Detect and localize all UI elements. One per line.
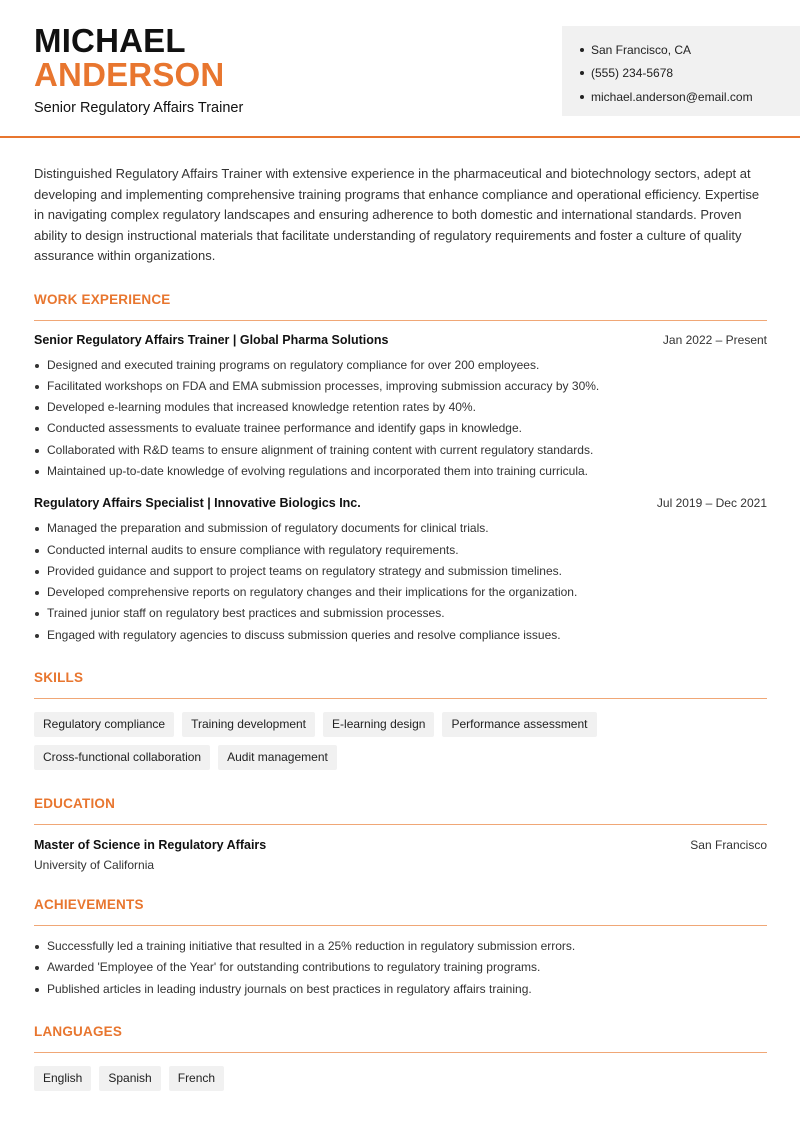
list-item: Developed comprehensive reports on regulatory changes and their implications for the organization. (34, 582, 767, 603)
resume-header (0, 0, 800, 138)
bullet-icon (580, 48, 584, 52)
contact-box (562, 26, 800, 116)
first-name: MICHAEL (34, 22, 186, 59)
language-tag: Spanish (99, 1066, 160, 1091)
job-entry (34, 333, 767, 483)
list-item: Provided guidance and support to project teams on regulatory strategy and submission timelines. (34, 561, 767, 582)
language-tag: French (169, 1066, 224, 1091)
section-title-education: EDUCATION (34, 796, 116, 812)
list-item: Facilitated workshops on FDA and EMA submission processes, improving submission accuracy by 30%. (34, 376, 767, 397)
achievement-list (34, 936, 767, 1000)
section-divider (34, 824, 767, 825)
skill-tag: Audit management (218, 745, 337, 770)
skills-tags (34, 712, 767, 770)
list-item: Engaged with regulatory agencies to discuss submission queries and resolve compliance issues. (34, 625, 767, 646)
school-name: University of California (34, 858, 155, 873)
section-title-achievements: ACHIEVEMENTS (34, 897, 144, 913)
location-text: San Francisco, CA (591, 42, 692, 57)
skill-tag: Training development (182, 712, 315, 737)
skill-tag: Performance assessment (442, 712, 596, 737)
achievements-section (34, 895, 767, 1000)
job-entry (34, 496, 767, 646)
language-tags (34, 1066, 767, 1091)
skill-tag: E-learning design (323, 712, 434, 737)
job-role: Senior Regulatory Affairs Trainer | Global Pharma Solutions (34, 332, 389, 347)
skill-tag: Regulatory compliance (34, 712, 174, 737)
section-title-work: WORK EXPERIENCE (34, 291, 171, 307)
list-item: Awarded 'Employee of the Year' for outstanding contributions to regulatory training programs. (34, 957, 767, 978)
skill-tag: Cross-functional collaboration (34, 745, 210, 770)
work-section (34, 290, 767, 647)
education-header (34, 838, 767, 852)
contact-phone (580, 62, 800, 86)
list-item: Conducted internal audits to ensure compliance with regulatory requirements. (34, 540, 767, 561)
list-item: Trained junior staff on regulatory best practices and submission processes. (34, 603, 767, 624)
list-item: Conducted assessments to evaluate trainee performance and identify gaps in knowledge. (34, 418, 767, 439)
section-title-skills: SKILLS (34, 670, 84, 686)
languages-section (34, 1022, 767, 1091)
bullet-icon (580, 71, 584, 75)
contact-email[interactable] (580, 85, 800, 109)
job-bullets (34, 518, 767, 646)
list-item: Developed e-learning modules that increased knowledge retention rates by 40%. (34, 397, 767, 418)
job-header (34, 333, 767, 347)
phone-text: (555) 234-5678 (591, 66, 674, 81)
education-entry (34, 838, 767, 872)
degree: Master of Science in Regulatory Affairs (34, 838, 267, 853)
job-date: Jan 2022 – Present (662, 332, 767, 347)
summary: Distinguished Regulatory Affairs Trainer with extensive experience in the pharmaceutical and biotechnology sectors, adept at developing and implementing comprehensive training programs that enhance compliance and operational efficiency. Expertise in navigating complex regulatory landscapes and ensuring adherence to both domestic and international standards. Proven ability to design instructional materials that facilitate understanding of regulatory requirements and foster a culture of quality assurance within organizations. (34, 166, 760, 263)
candidate-name (34, 24, 224, 92)
list-item: Maintained up-to-date knowledge of evolving regulations and incorporated them into training curricula. (34, 461, 767, 482)
list-item: Managed the preparation and submission of regulatory documents for clinical trials. (34, 518, 767, 539)
email-link[interactable]: michael.anderson@email.com (591, 89, 753, 104)
job-header (34, 496, 767, 510)
job-bullets (34, 355, 767, 483)
section-divider (34, 1052, 767, 1053)
section-divider (34, 698, 767, 699)
last-name: ANDERSON (34, 56, 225, 93)
education-section (34, 794, 767, 872)
contact-location (580, 38, 800, 62)
bullet-icon (580, 95, 584, 99)
job-role: Regulatory Affairs Specialist | Innovative Biologics Inc. (34, 496, 361, 511)
list-item: Designed and executed training programs on regulatory compliance for over 200 employees. (34, 355, 767, 376)
language-tag: English (34, 1066, 91, 1091)
section-divider (34, 320, 767, 321)
section-title-languages: LANGUAGES (34, 1023, 123, 1039)
list-item: Successfully led a training initiative that resulted in a 25% reduction in regulatory submission errors. (34, 936, 767, 957)
list-item: Published articles in leading industry journals on best practices in regulatory affairs training. (34, 979, 767, 1000)
education-location: San Francisco (690, 838, 767, 853)
resume-body (34, 164, 767, 1091)
job-title: Senior Regulatory Affairs Trainer (34, 100, 244, 116)
section-divider (34, 925, 767, 926)
list-item: Collaborated with R&D teams to ensure alignment of training content with current regulatory standards. (34, 440, 767, 461)
skills-section (34, 668, 767, 770)
job-date: Jul 2019 – Dec 2021 (656, 496, 767, 511)
